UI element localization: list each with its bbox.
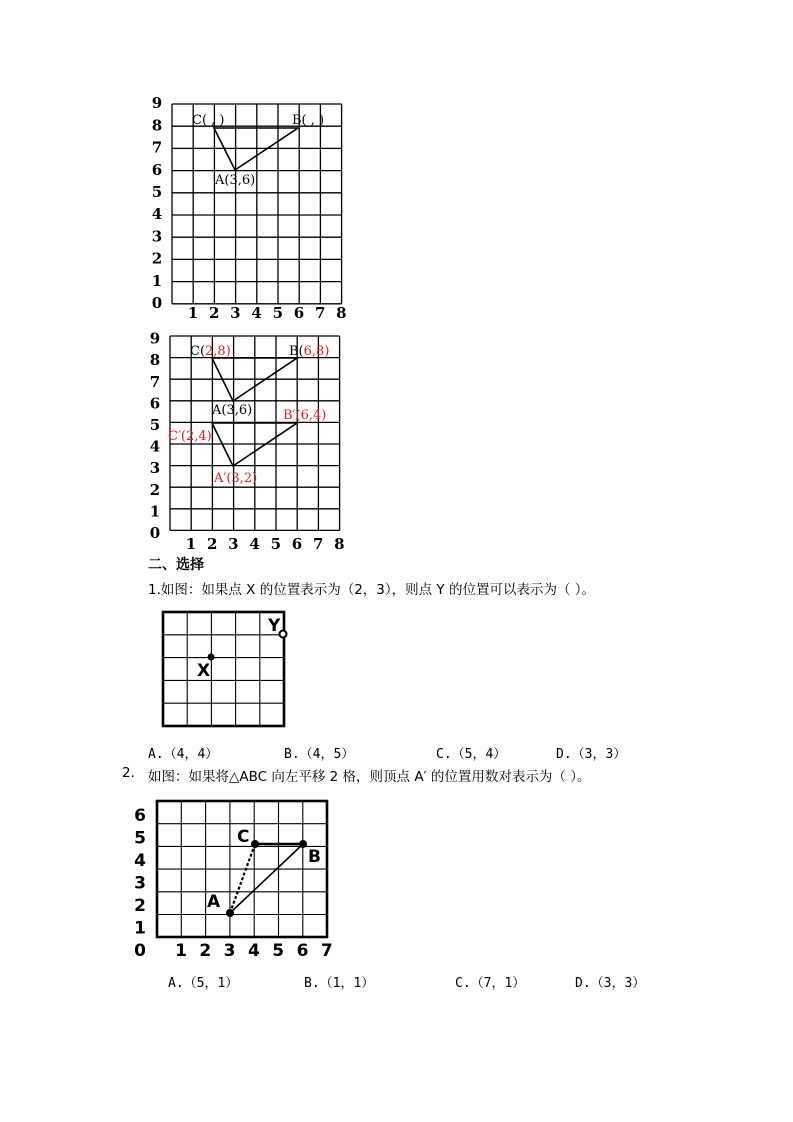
q1-option-c[interactable]: C.（5，4）: [436, 747, 507, 762]
graph-2-label-b: B(6,8): [289, 344, 330, 359]
tick-label: 1: [149, 502, 161, 521]
q2-side-ac: [230, 844, 255, 913]
graph-2: [150, 330, 345, 553]
q1-figure: [163, 612, 287, 726]
tick-label: 5: [272, 304, 284, 322]
tick-label: 3: [151, 227, 163, 246]
q2-option-b[interactable]: B.（1，1）: [304, 976, 375, 991]
graph-2-label-c: C(2,8): [190, 344, 231, 359]
tick-label: 7: [314, 304, 326, 322]
section-header: 二、选择: [148, 557, 204, 573]
tick-label: 0: [149, 524, 161, 542]
q1-point-x: [208, 654, 215, 661]
tick-label: 6: [151, 160, 163, 179]
tick-label: 2: [199, 941, 212, 961]
q2-text: 如图：如果将△ABC 向左平移 2 格，则顶点 A′ 的位置用数对表示为（ ）。: [148, 769, 591, 785]
tick-label: 7: [149, 372, 161, 391]
q2-figure: [134, 801, 333, 961]
q1-grid-border: [163, 612, 284, 726]
tick-label: 5: [270, 535, 282, 553]
tick-label: 3: [223, 941, 236, 961]
tick-label: 1: [134, 918, 146, 939]
tick-label: 6: [293, 304, 305, 322]
graph-1: [152, 94, 347, 322]
tick-label: 4: [249, 535, 260, 553]
tick-label: 4: [247, 941, 260, 961]
tick-label: 3: [149, 459, 161, 478]
tick-label: 4: [134, 851, 146, 871]
tick-label: 4: [151, 205, 163, 224]
graph-1-x-ticks: [188, 304, 347, 322]
tick-label: 3: [230, 304, 241, 322]
tick-label: 2: [149, 480, 161, 499]
tick-label: 2: [134, 896, 146, 916]
tick-label: 8: [334, 535, 345, 553]
tick-label: 5: [151, 183, 163, 201]
q2-x-ticks: [175, 941, 333, 961]
q1-text: 1.如图：如果点 X 的位置表示为（2，3），则点 Y 的位置可以表示为（ ）。: [148, 582, 596, 598]
tick-label: 0: [134, 941, 146, 961]
q2-side-ab: [230, 844, 303, 913]
tick-label: 6: [296, 941, 309, 961]
tick-label: 8: [151, 116, 163, 135]
tick-label: 8: [149, 351, 161, 370]
q1-option-a[interactable]: A.（4，4）: [148, 747, 219, 762]
tick-label: 1: [187, 304, 199, 322]
tick-label: 4: [251, 304, 262, 322]
tick-label: 3: [228, 535, 239, 553]
q1-label-y: Y: [268, 616, 281, 636]
q2-point-a: [226, 909, 234, 917]
q2-label-c: C: [237, 827, 250, 847]
graph-1-grid: [172, 104, 342, 304]
q1-option-b[interactable]: B.（4，5）: [284, 747, 355, 762]
tick-label: 5: [149, 416, 161, 434]
tick-label: 6: [291, 535, 303, 553]
tick-label: 7: [320, 941, 333, 961]
graph-2-y-ticks: [150, 330, 160, 542]
tick-label: 2: [151, 249, 163, 268]
q2-label-b: B: [308, 847, 321, 867]
tick-label: 2: [206, 535, 218, 553]
tick-label: 1: [185, 535, 197, 553]
tick-label: 9: [149, 329, 161, 348]
tick-label: 6: [134, 806, 146, 826]
q2-number: 2.: [122, 765, 135, 781]
tick-label: 8: [336, 304, 347, 322]
q2-label-a: A: [207, 892, 221, 912]
graph-2-label-b-prime: B′(6,4): [283, 408, 327, 423]
tick-label: 9: [151, 94, 163, 113]
tick-label: 1: [175, 941, 187, 961]
q2-point-c: [251, 840, 259, 848]
tick-label: 2: [208, 304, 220, 322]
q2-option-d[interactable]: D.（3，3）: [575, 976, 646, 991]
tick-label: 3: [134, 873, 146, 894]
tick-label: 0: [151, 294, 163, 312]
tick-label: 7: [151, 138, 163, 157]
q2-y-ticks: [134, 806, 146, 961]
tick-label: 5: [134, 828, 146, 849]
q2-grid: [157, 801, 327, 937]
graph-2-label-c-prime: C′(2,4): [168, 429, 212, 444]
graph-2-label-a: A(3,6): [212, 403, 253, 418]
q1-option-d[interactable]: D.（3，3）: [556, 747, 627, 762]
q2-point-b: [299, 840, 307, 848]
tick-label: 7: [312, 535, 324, 553]
graph-1-label-b: B( , ): [292, 113, 325, 128]
graph-1-y-ticks: [152, 94, 162, 312]
q1-label-x: X: [197, 661, 211, 681]
graph-1-label-a: A(3,6): [215, 173, 256, 188]
tick-label: 4: [149, 437, 161, 456]
graph-1-label-c: C( , ): [192, 113, 225, 128]
q1-grid: [163, 612, 284, 726]
tick-label: 6: [149, 394, 161, 413]
graph-2-x-ticks: [186, 535, 345, 553]
q1-point-y: [280, 631, 287, 638]
tick-label: 5: [272, 941, 285, 961]
graph-2-label-a-prime: A′(3,2): [214, 471, 258, 486]
tick-label: 1: [151, 271, 163, 290]
q2-option-a[interactable]: A.（5，1）: [168, 976, 239, 991]
q2-option-c[interactable]: C.（7，1）: [455, 976, 526, 991]
